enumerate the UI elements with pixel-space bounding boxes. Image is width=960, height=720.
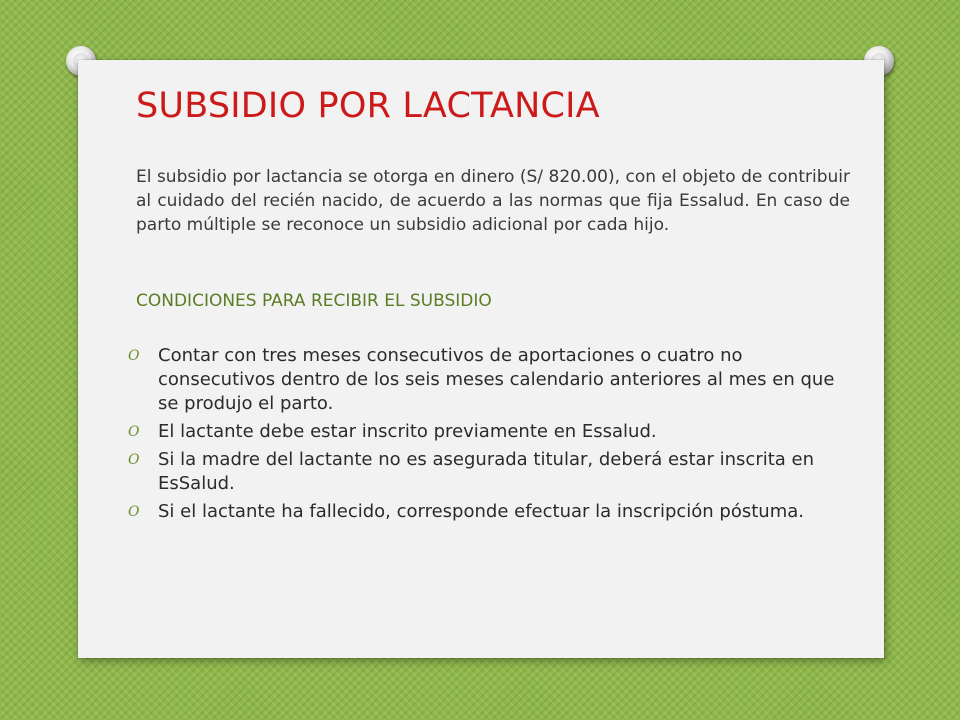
conditions-heading: CONDICIONES PARA RECIBIR EL SUBSIDIO: [136, 291, 492, 311]
bullet-icon: O: [128, 424, 140, 440]
intro-paragraph: El subsidio por lactancia se otorga en dinero (S/ 820.00), con el objeto de contribuir al cuidado del recién nacido, de acuerdo a las normas que fija Essalud. En caso de parto múltiple se reconoce un subsidio adicional por cada hijo.: [136, 167, 850, 235]
conditions-list: [128, 344, 858, 528]
slide-title: SUBSIDIO POR LACTANCIA: [136, 86, 600, 126]
condition-item: [128, 344, 858, 416]
condition-text: El lactante debe estar inscrito previamente en Essalud.: [158, 421, 657, 442]
bullet-icon: O: [128, 348, 140, 364]
condition-item: [128, 448, 858, 496]
condition-text: Si el lactante ha fallecido, corresponde efectuar la inscripción póstuma.: [158, 501, 804, 522]
condition-text: Si la madre del lactante no es asegurada titular, deberá estar inscrita en EsSalud.: [158, 449, 815, 494]
bullet-icon: O: [128, 452, 140, 468]
condition-text: Contar con tres meses consecutivos de aportaciones o cuatro no consecutivos dentro de los seis meses calendario anteriores al mes en que se produjo el parto.: [158, 345, 835, 414]
bullet-icon: O: [128, 504, 140, 520]
condition-item: [128, 500, 858, 524]
condition-item: [128, 420, 858, 444]
